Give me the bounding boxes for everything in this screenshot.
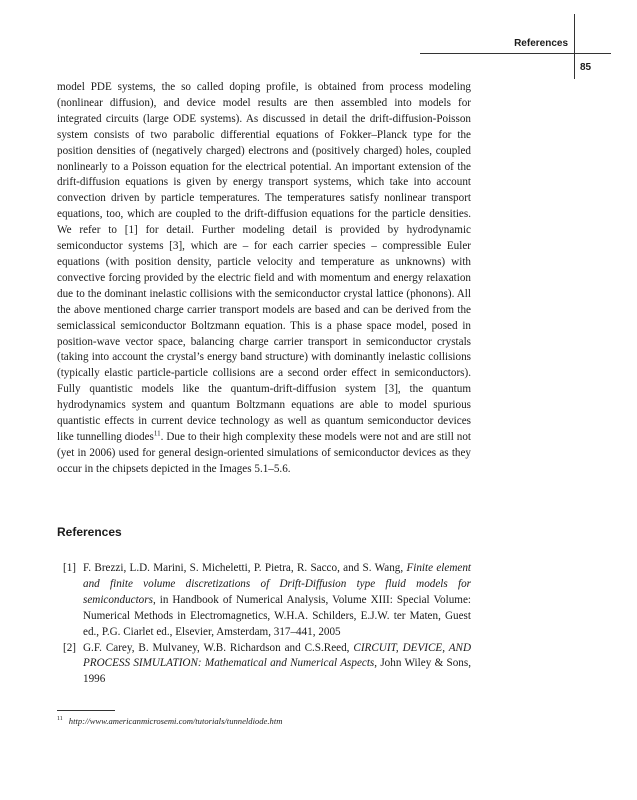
reference-details: , in Handbook of Numerical Analysis, Volume XIII: Special Volume: Numerical Methods in Electromagnetics, W.H.A. Schilders, E.J.W. ter Maten, Guest ed., P.G. Ciarlet ed., Elsevier, Amsterdam, 317–441, 2005 [83, 593, 471, 638]
header-rule [420, 53, 611, 54]
header-vertical-rule [574, 14, 575, 79]
reference-item [57, 561, 471, 641]
reference-list [57, 561, 471, 688]
running-title: References [514, 38, 568, 49]
reference-authors: F. Brezzi, L.D. Marini, S. Micheletti, P. Pietra, R. Sacco, and S. Wang, [83, 562, 407, 574]
footnote-rule [57, 710, 115, 711]
footnote [57, 714, 471, 727]
reference-title: Finite element and finite volume discretizations of Drift-Diffusion type fluid models for semiconductors [83, 562, 471, 606]
body-text-part-2: . Due to their high complexity these models were not and are still not (yet in 2006) used for general design-oriented simulations of semiconductor devices as they occur in the chipsets depicted in the Images 5.1–5.6. [57, 430, 471, 475]
reference-label: [2] [63, 641, 76, 654]
reference-title: CIRCUIT, DEVICE, AND PROCESS SIMULATION: Mathematical and Numerical Aspects [83, 641, 471, 670]
body-text-part-1: model PDE systems, the so called doping profile, is obtained from process modeling (nonlinear diffusion), and device model results are then assembled into models for integrated circuits (large ODE systems). As discussed in detail the drift-diffusion-Poisson system consists of two parabolic differential equations of Fokker–Planck type for the position densities of (negatively charged) electrons and (positively charged) holes, coupled nonlinearly to a Poisson equation for the electrical potential. An important extension of the drift-diffusion equations is given by energy transport systems, which take into account convection driven by particle temperatures. The temperatures satisfy nonlinear transport equations, too, which are coupled to the drift-diffusion equations for the particle densities. We refer to [1] for detail. Further modeling detail is provided by hydrodynamic semiconductor systems [3], which are – for each carrier species – compressible Euler equations (with position density, particle velocity and temperature as unknowns) with convective forcing provided by the electric field and with momentum and energy relaxation due to the dominant inelastic collisions with the semiconductor crystal lattice (phonons). All the above mentioned charge carrier transport models are based and can be derived from the semiclassical semiconductor Boltzmann equation. This is a phase space model, posed in position-wave vector space, balancing charge carrier transport in semiconductor crystals (taking into account the crystal’s energy band structure) with dominantly inelastic collisions (typically elastic particle-particle collisions are a second order effect in semiconductors). Fully quantistic models like the quantum-drift-diffusion system [3], the quantum hydrodynamics system and quantum Boltzmann equations are able to model spurious quantistic effects in current device technology as well as quantum semiconductor devices like tunnelling diodes [57, 81, 471, 443]
reference-authors: G.F. Carey, B. Mulvaney, W.B. Richardson and C.S.Reed, [83, 641, 354, 654]
references-heading: References [57, 525, 122, 539]
body-paragraph [57, 80, 471, 478]
reference-label: [1] [63, 562, 76, 574]
page-number: 85 [580, 62, 592, 73]
footnote-reference[interactable]: 11 [153, 429, 161, 438]
footnote-mark: 11 [57, 716, 63, 722]
footnote-url[interactable]: http://www.americanmicrosemi.com/tutorials/tunneldiode.htm [68, 715, 283, 726]
reference-details: , John Wiley & Sons, 1996 [83, 657, 471, 686]
reference-item [57, 641, 471, 689]
